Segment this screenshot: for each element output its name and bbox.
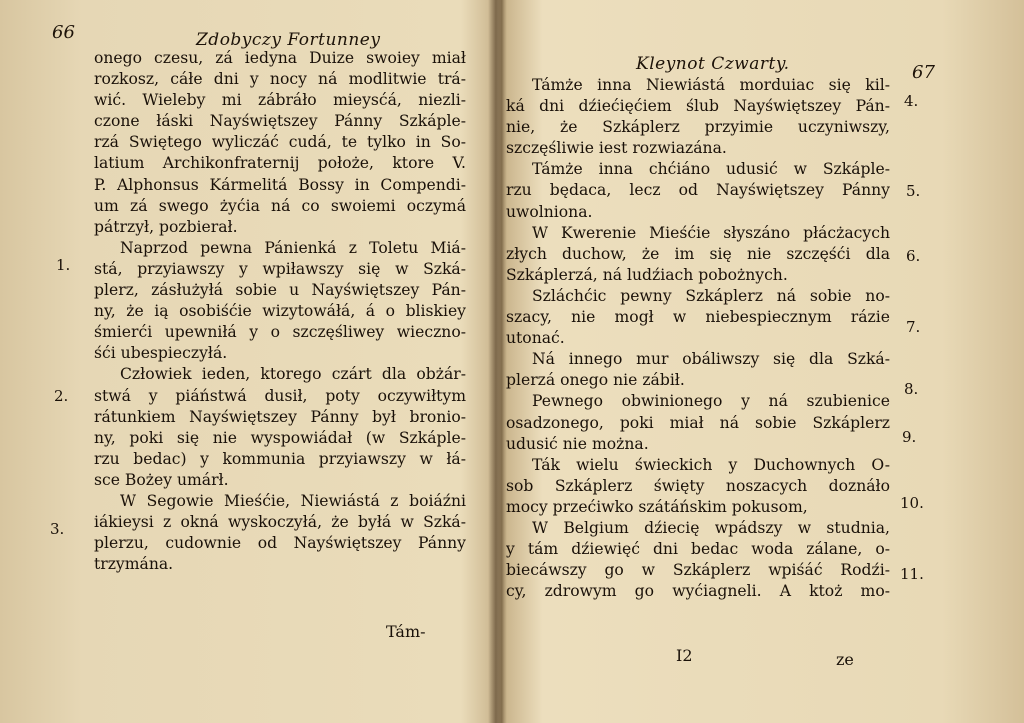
right-running-head: Kleynot Czwarty. [636, 54, 790, 74]
text-line: złych duchow, że im się nie szczęśći dla [506, 244, 890, 263]
margin-number-7: 7. [906, 318, 921, 336]
text-line: rozkosz, cáłe dni y nocy ná modlitwie trá- [94, 70, 466, 89]
text-line: iákieysi z okná wyskoczyłá, że byłá w Szká- [94, 513, 466, 532]
text-line: trzymána. [94, 555, 174, 574]
margin-number-8: 8. [904, 380, 919, 398]
text-line: osadzonego, poki miał ná sobie Szkáplerz [506, 413, 890, 432]
text-line: Ták wielu świeckich y Duchownych O- [532, 455, 890, 474]
right-catchword: ze [836, 650, 854, 669]
left-catchword: Tám- [386, 622, 426, 641]
text-line: szczęśliwie iest rozwiazána. [506, 139, 727, 158]
text-line: czone łáski Nayświętszey Pánny Szkáple- [94, 112, 466, 131]
text-line: W Segowie Mieśćie, Niewiástá z boiáźni [120, 491, 466, 510]
text-line: stá, przyiawszy y wpiławszy się w Szká- [94, 259, 466, 278]
margin-number-1: 1. [56, 256, 71, 274]
left-running-head: Zdobyczy Fortunney [196, 30, 381, 50]
text-line: mocy przećiwko szátáńskim pokusom, [506, 497, 808, 516]
margin-number-11: 11. [900, 565, 924, 583]
text-line: utonać. [506, 329, 565, 348]
text-line: Szkáplerzá, ná ludźiach pobożnych. [506, 265, 788, 284]
text-line: P. Alphonsus Kármelitá Bossy in Compendi- [94, 175, 466, 194]
text-line: ny, poki się nie wyspowiádał (w Szkáple- [94, 428, 466, 447]
text-line: pátrzył, pozbierał. [94, 217, 238, 236]
text-line: stwá y piáństwá dusił, poty oczywiłtym [94, 386, 466, 405]
text-line: biecáwszy go w Szkáplerz wpiśáć Rodźi- [506, 561, 890, 580]
margin-number-10: 10. [900, 494, 924, 512]
text-line: sob Szkáplerz święty noszacych doznáło [506, 476, 890, 495]
margin-number-5: 5. [906, 182, 921, 200]
text-line: śmierći upewniłá y o szczęśliwey wieczno- [94, 323, 466, 342]
text-line: Ná innego mur obáliwszy się dla Szká- [532, 350, 890, 369]
text-line: Támże inna chćiáno udusić w Szkáple- [532, 160, 890, 179]
text-line: Człowiek ieden, ktorego czárt dla obżár- [120, 365, 466, 384]
text-line: onego czesu, zá iedyna Duize swoiey miał [94, 49, 466, 67]
margin-number-2: 2. [54, 387, 69, 405]
margin-number-4: 4. [904, 92, 919, 110]
signature-mark: I2 [676, 646, 693, 665]
text-line: Támże inna Niewiástá morduiac się kil- [532, 76, 890, 94]
text-line: uwolniona. [506, 202, 593, 221]
text-line: W Belgium dźiecię wpádszy w studnia, [532, 518, 890, 537]
text-line: ny, że ią osobiśćie wizytowáłá, á o bliskiey [94, 302, 466, 321]
text-line: ká dni dźiećięćiem ślub Nayświętszey Pán- [506, 97, 890, 116]
text-line: y tám dźiewięć dni bedac woda zálane, o- [506, 540, 890, 559]
text-line: plerzu, cudownie od Nayświętszey Pánny [94, 534, 466, 553]
right-page-number: 67 [912, 62, 935, 83]
text-line: plerzá onego nie zábił. [506, 371, 685, 390]
margin-number-6: 6. [906, 247, 921, 265]
text-line: sce Bożey umárł. [94, 470, 229, 489]
text-line: plerz, zásłużyłá sobie u Nayświętszey Pán- [94, 281, 466, 300]
text-line: um zá swego żyćia ná co swoiemi oczymá [94, 196, 466, 215]
text-line: W Kwerenie Mieśćie słyszáno płácżacych [532, 223, 890, 242]
margin-number-9: 9. [902, 428, 917, 446]
text-line: rátunkiem Nayświętszey Pánny był broniо- [94, 407, 466, 426]
text-line: rzá Swiętego wyliczáć cudá, te tylko in So- [94, 133, 466, 152]
text-line: Szláchćic pewny Szkáplerz ná sobie no- [532, 286, 890, 305]
text-line: śći ubespieczyłá. [94, 344, 228, 363]
text-line: rzu będaca, lecz od Nayświętszey Pánny [506, 181, 890, 200]
text-line: wić. Wieleby mi zábráło mieysćá, niezli- [94, 91, 466, 110]
margin-number-3: 3. [50, 520, 65, 538]
text-line: Naprzod pewna Pánienká z Toletu Miá- [120, 238, 466, 257]
text-line: udusić nie można. [506, 434, 649, 453]
right-page-text [506, 75, 890, 602]
text-line: Pewnego obwinionego y ná szubienice [532, 392, 890, 411]
left-page-number: 66 [52, 22, 75, 43]
text-line: nie, że Szkáplerz przyimie uczyniwszy, [506, 118, 890, 137]
text-line: latium Archikonfraternij położe, ktore V. [94, 154, 466, 173]
right-page [500, 0, 1024, 723]
text-line: szacy, nie mogł w niebespiecznym rázie [506, 308, 890, 327]
left-page-text [94, 48, 466, 575]
text-line: cy, zdrowym go wyćiagneli. A ktoż mo- [506, 582, 890, 601]
left-page [0, 0, 492, 723]
text-line: rzu bedac) y kommunia przyiawszy w łá- [94, 449, 466, 468]
